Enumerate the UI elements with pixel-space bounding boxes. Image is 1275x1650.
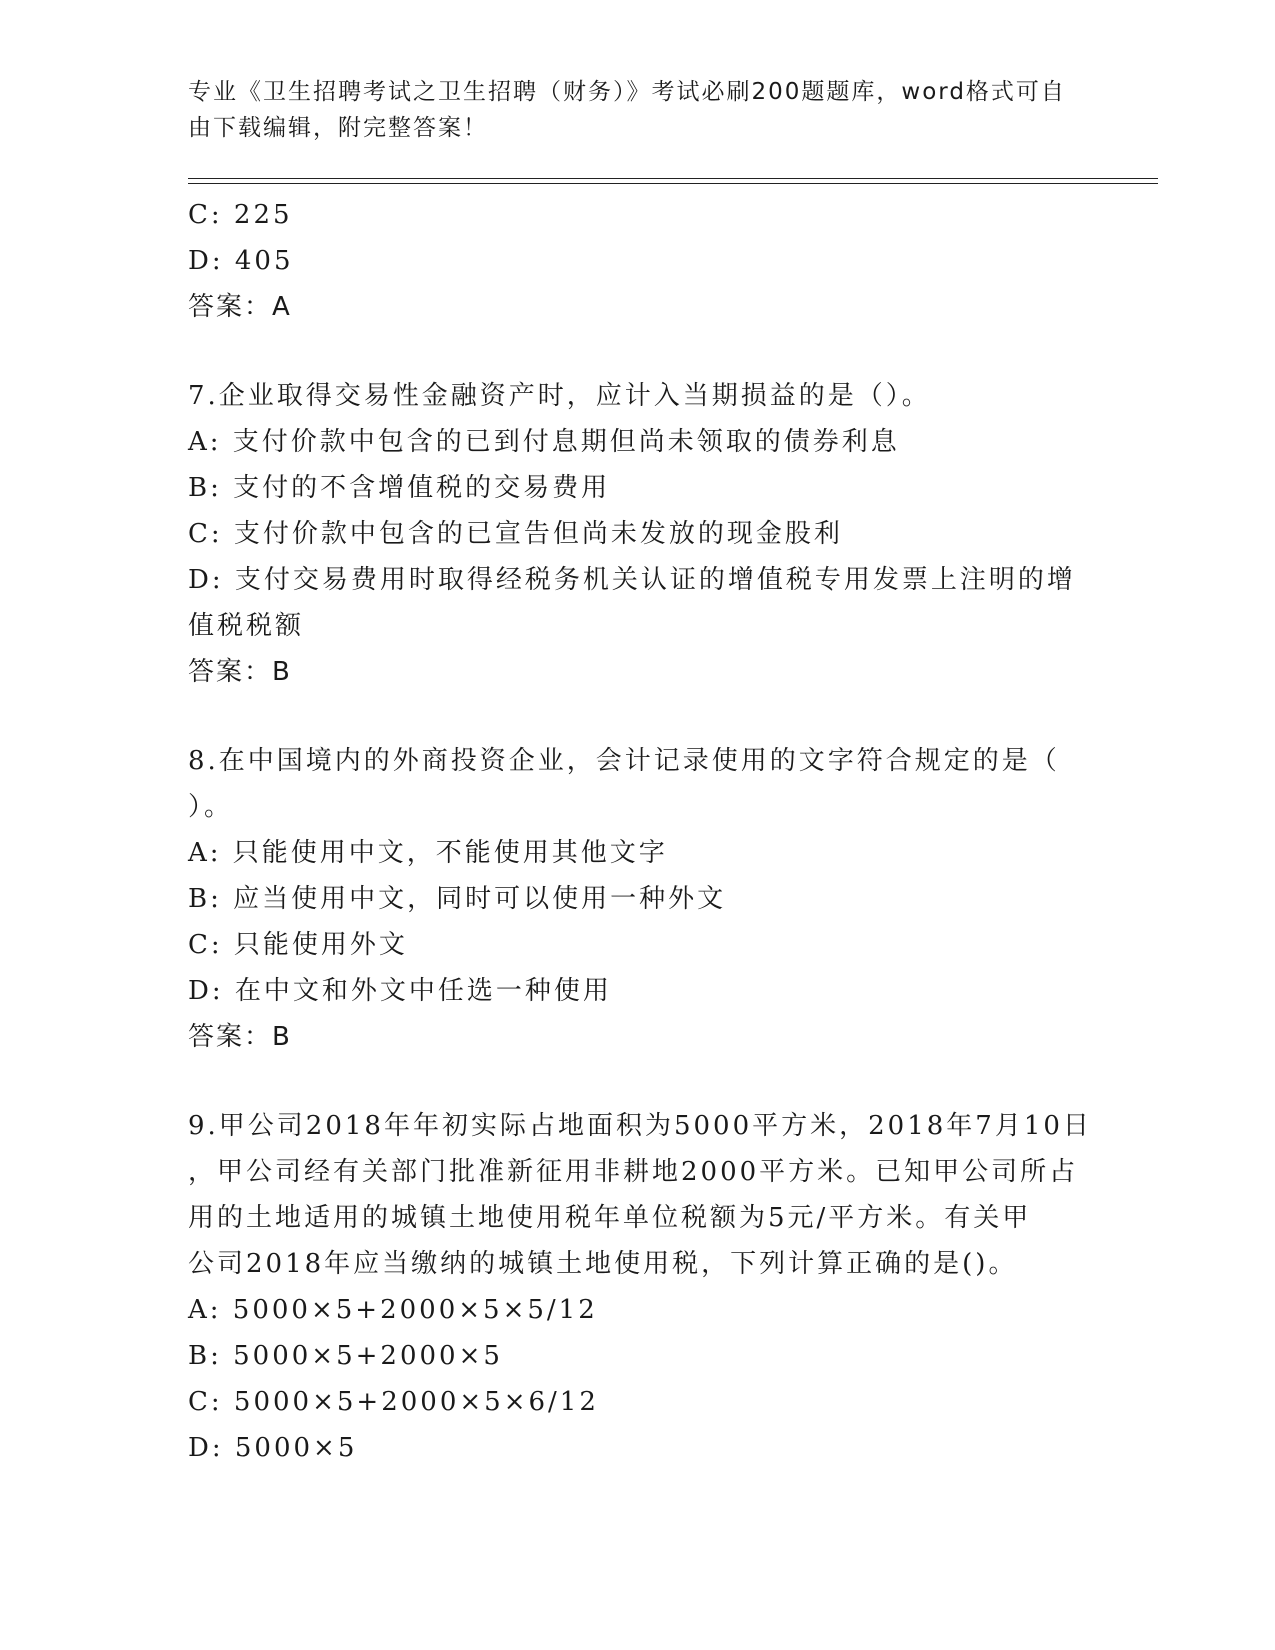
q6-answer: 答案：A [188,292,292,322]
q7-option-a: A: 支付价款中包含的已到付息期但尚未领取的债券利息 [188,427,900,457]
q8-option-c: C: 只能使用外文 [188,930,408,960]
header-line-2: 由下载编辑，附完整答案！ [188,115,488,141]
question-9 [188,1103,1092,1471]
q6-option-d: D: 405 [188,246,294,276]
q9-option-b: B: 5000×5+2000×5 [188,1341,503,1371]
q7-option-d-line-2: 值税税额 [188,611,305,641]
q8-stem-line-1: 8.在中国境内的外商投资企业，会计记录使用的文字符合规定的是（ [188,746,1060,776]
header-divider-bottom [188,183,1158,184]
q8-option-b: B: 应当使用中文，同时可以使用一种外文 [188,884,727,914]
q7-option-b: B: 支付的不含增值税的交易费用 [188,473,611,503]
header-line-1: 专业《卫生招聘考试之卫生招聘（财务）》考试必刷200题题库，word格式可自 [188,79,1066,105]
q7-option-d-line-1: D: 支付交易费用时取得经税务机关认证的增值税专用发票上注明的增 [188,565,1076,595]
q8-stem-line-2: ）。 [188,792,234,822]
q9-option-a: A: 5000×5+2000×5×5/12 [188,1295,598,1325]
q9-stem-line-4: 公司2018年应当缴纳的城镇土地使用税，下列计算正确的是()。 [188,1249,1018,1279]
q9-option-c: C: 5000×5+2000×5×6/12 [188,1387,599,1417]
q9-stem-line-3: 用的土地适用的城镇土地使用税年单位税额为5元/平方米。有关甲 [188,1203,1032,1233]
question-7 [188,373,1088,695]
q6-option-c: C: 225 [188,200,293,230]
q7-stem: 7.企业取得交易性金融资产时，应计入当期损益的是（）。 [188,381,931,411]
q9-option-d: D: 5000×5 [188,1433,358,1463]
q8-option-d: D: 在中文和外文中任选一种使用 [188,976,612,1006]
question-list [188,192,1092,1471]
question-gap [188,1060,1088,1103]
question-6 [188,192,1088,330]
q7-option-c: C: 支付价款中包含的已宣告但尚未发放的现金股利 [188,519,843,549]
question-8 [188,738,1088,1060]
q9-stem-line-2: ，甲公司经有关部门批准新征用非耕地2000平方米。已知甲公司所占 [188,1157,1079,1187]
document-header [188,74,1088,146]
question-gap [188,695,1088,738]
header-divider-top [188,178,1158,179]
q7-answer: 答案：B [188,657,292,687]
q8-option-a: A: 只能使用中文，不能使用其他文字 [188,838,668,868]
q8-answer: 答案：B [188,1022,292,1052]
q9-stem-line-1: 9.甲公司2018年年初实际占地面积为5000平方米，2018年7月10日 [188,1111,1092,1141]
question-gap [188,330,1088,373]
